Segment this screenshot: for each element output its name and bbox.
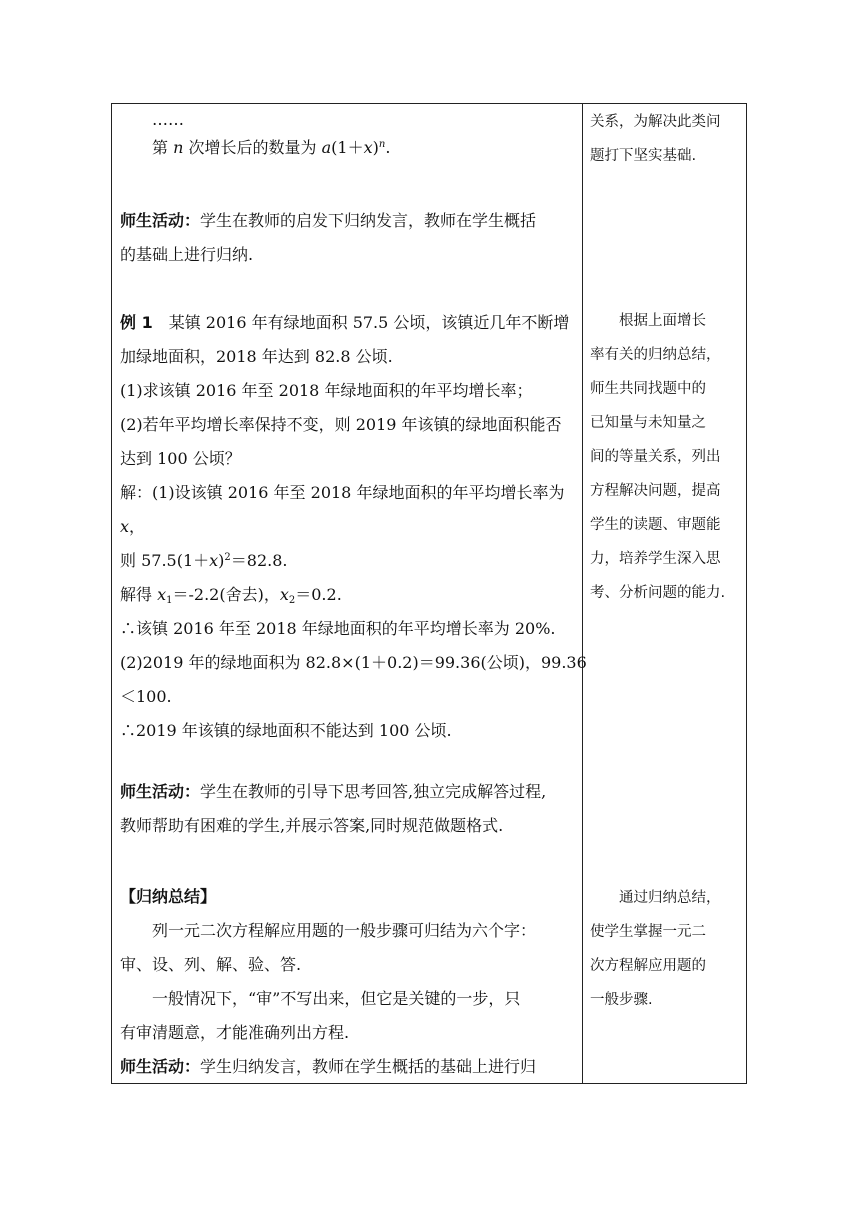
activity-3: 师生活动：学生归纳发言，教师在学生概括的基础上进行归 [120,1057,537,1076]
conclusion-2: ∴2019 年该镇的绿地面积不能达到 100 公顷. [120,721,452,740]
roots: 解得 $x_1=-2.2$(舍去)，$x_2=0.2$. [120,585,342,606]
activity-2: 师生活动：学生在教师的引导下思考回答,独立完成解答过程, [120,782,547,801]
summary-1-cont: 审、设、列、解、验、答. [120,955,302,974]
question-2-cont: 达到 100 公顷？ [120,449,241,468]
equation: 则 $57.5(1+x)^2=82.8$. [120,551,288,570]
activity-1: 师生活动：学生在教师的启发下归纳发言，教师在学生概括 [120,211,537,230]
summary-1: 列一元二次方程解应用题的一般步骤可归结为六个字： [152,921,537,940]
summary-2-cont: 有审清题意，才能准确列出方程. [120,1023,350,1042]
activity-2-cont: 教师帮助有困难的学生,并展示答案,同时规范做题格式. [120,816,504,835]
question-2: (2)若年平均增长率保持不变，则 2019 年该镇的绿地面积能否 [120,415,562,434]
activity-1-cont: 的基础上进行归纳. [120,245,254,264]
nth-growth-formula: 第 n 次增长后的数量为 $a(1+x)^n$. [152,138,391,157]
summary-heading: 【归纳总结】 [120,887,217,906]
solution-1: 解：(1)设该镇 2016 年至 2018 年绿地面积的年平均增长率为 [120,483,565,502]
example-1-cont: 加绿地面积，2018 年达到 82.8 公顷. [120,347,393,366]
part-2: (2)2019 年的绿地面积为 82.8×(1＋0.2)＝99.36(公顷)，99.36 [120,653,587,672]
example-1: 例 1 某镇 2016 年有绿地面积 57.5 公顷，该镇近几年不断增 [120,313,570,332]
column-divider [582,104,583,1083]
summary-2: 一般情况下，“审”不写出来，但它是关键的一步，只 [152,989,521,1008]
conclusion-1: ∴该镇 2016 年至 2018 年绿地面积的年平均增长率为 20%. [120,619,556,638]
lesson-table: …… 第 n 次增长后的数量为 $a(1+x)^n$. 师生活动：学生在教师的启发下归纳发言，教师在学生概括 的基础上进行归纳. 例 1 某镇 2016 年有绿地面积 57.5 公顷，该镇近几年不断增 加绿地面积，2018 年达到 82.8 公顷. (1)求该镇 2016 年至 2018 年绿地面积的年平均增长率； (2)若年平均增长率保持不变，则 2019 年该镇的绿地面积能否 达到 100 公顷？ 解：(1)设该镇 2016 年至 2018 年绿地面积的年平均增长率为 x， 则 $57.5(1+x)^2=82.8$. 解得 $x_1=-2.2$(舍去)，$x_2=0.2$. ∴该镇 2016 年至 2018 年绿地面积的年平均增长率为 20%. (2)2019 年的绿地面积为 82.8×(1＋0.2)＝99.36(公顷)，99.36 ＜100. ∴2019 年该镇的绿地面积不能达到 100 公顷. 师生活动：学生在教师的引导下思考回答,独立完成解答过程, 教师帮助有困难的学生,并展示答案,同时规范做题格式. 【归纳总结】 列一元二次方程解应用题的一般步骤可归结为六个字： 审、设、列、解、验、答. 一般情况下，“审”不写出来，但它是关键的一步，只 有审清题意，才能准确列出方程. 师生活动：学生归纳发言，教师在学生概括的基础上进行归 关系，为解决此类问 题打下坚实基础. 根据上面增长 率有关的归纳总结， 师生共同找题中的 已知量与未知量之 间的等量关系，列出 方程解决问题，提高 学生的读题、审题能 力，培养学生深入思 考、分析问题的能力. 通过归纳总结， 使学生掌握一元二 次方程解应用题的 一般步骤. [111,103,747,1084]
ellipsis: …… [152,110,184,129]
part-2-cont: ＜100. [120,687,172,706]
question-1: (1)求该镇 2016 年至 2018 年绿地面积的年平均增长率； [120,381,533,400]
solution-1-var: x， [120,517,146,536]
